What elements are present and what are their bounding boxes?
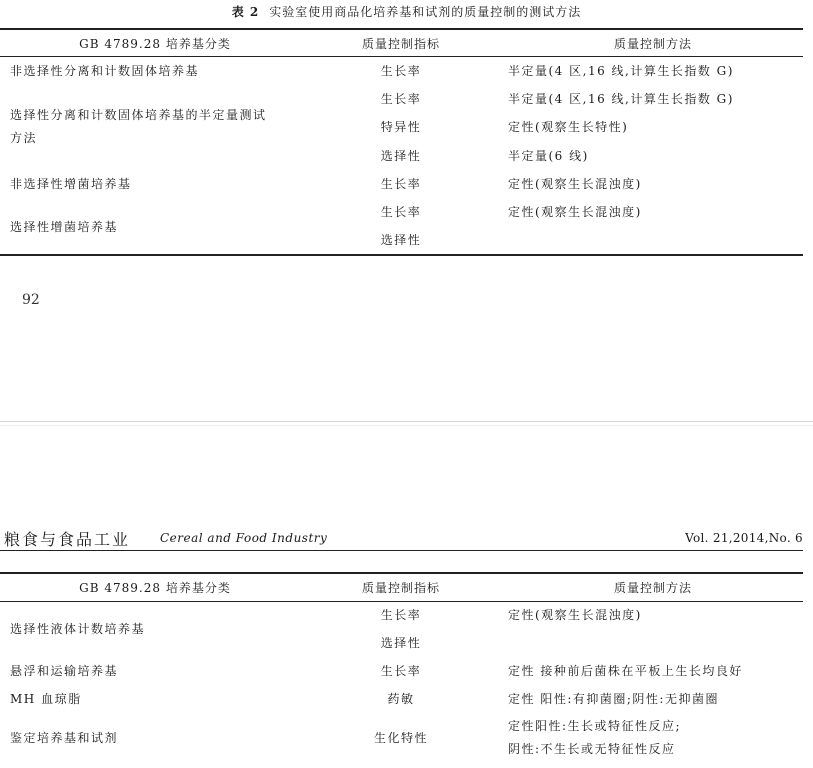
row3-method: 定性(观察生长特性) [508, 120, 629, 134]
page-number: 92 [22, 292, 40, 308]
cont-row2-indicator: 选择性 [380, 636, 422, 650]
cont-header-category: GB 4789.28 培养基分类 [79, 581, 231, 595]
cont-row1-indicator: 生长率 [380, 608, 422, 622]
cont-row4-category: MH 血琼脂 [10, 692, 82, 706]
row6-method: 定性(观察生长混浊度) [508, 205, 642, 219]
row5-indicator: 生长率 [380, 177, 422, 191]
row1-method: 半定量(4 区,16 线,计算生长指数 G) [508, 64, 734, 78]
row6-category: 选择性增菌培养基 [10, 220, 119, 234]
journal-header-rule [0, 550, 803, 551]
row2-indicator: 生长率 [380, 92, 422, 106]
row2-category: 选择性分离和计数固体培养基的半定量测试 [10, 108, 267, 122]
cont-row5-indicator: 生化特性 [373, 731, 428, 745]
row5-category: 非选择性增菌培养基 [10, 177, 132, 191]
header-indicator: 质量控制指标 [361, 37, 440, 51]
row3-indicator: 特异性 [380, 120, 422, 134]
cont-row4-indicator: 药敏 [387, 692, 415, 706]
cont-row5-category: 鉴定培养基和试剂 [10, 731, 119, 745]
cont-header-rule [0, 601, 803, 602]
cont-row3-method: 定性 接种前后菌株在平板上生长均良好 [508, 664, 743, 678]
table-title [0, 3, 813, 20]
row2-category-line2: 方法 [10, 131, 38, 145]
row4-method: 半定量(6 线) [508, 149, 589, 163]
table-number: 表 2 [231, 5, 260, 19]
cont-row5-method-line2: 阴性:不生长或无特征性反应 [508, 742, 676, 756]
bottom-rule [0, 254, 803, 256]
table-caption: 实验室使用商品化培养基和试剂的质量控制的测试方法 [269, 5, 582, 19]
cont-row4-method: 定性 阳性:有抑菌圈;阴性:无抑菌圈 [508, 692, 719, 706]
page-separator [0, 421, 813, 422]
row5-method: 定性(观察生长混浊度) [508, 177, 642, 191]
cont-row3-indicator: 生长率 [380, 664, 422, 678]
journal-name-cn: 粮食与食品工业 [4, 530, 131, 549]
row1-indicator: 生长率 [380, 64, 422, 78]
header-category: GB 4789.28 培养基分类 [79, 37, 231, 51]
cont-row3-category: 悬浮和运输培养基 [10, 664, 119, 678]
row7-indicator: 选择性 [380, 233, 422, 247]
cont-row5-method: 定性阳性:生长或特征性反应; [508, 719, 682, 733]
header-rule [0, 56, 803, 57]
cont-top-rule [0, 572, 803, 574]
row1-category: 非选择性分离和计数固体培养基 [10, 64, 200, 78]
header-method: 质量控制方法 [613, 37, 692, 51]
row6-indicator: 生长率 [380, 205, 422, 219]
row4-indicator: 选择性 [380, 149, 422, 163]
cont-row1-category: 选择性液体计数培养基 [10, 622, 146, 636]
cont-row1-method: 定性(观察生长混浊度) [508, 608, 642, 622]
journal-volume: Vol. 21,2014,No. 6 [685, 531, 803, 545]
row2-method: 半定量(4 区,16 线,计算生长指数 G) [508, 92, 734, 106]
top-rule [0, 28, 803, 30]
page-separator-2 [0, 425, 813, 426]
cont-header-indicator: 质量控制指标 [361, 581, 440, 595]
cont-header-method: 质量控制方法 [613, 581, 692, 595]
journal-name-en: Cereal and Food Industry [160, 531, 328, 545]
